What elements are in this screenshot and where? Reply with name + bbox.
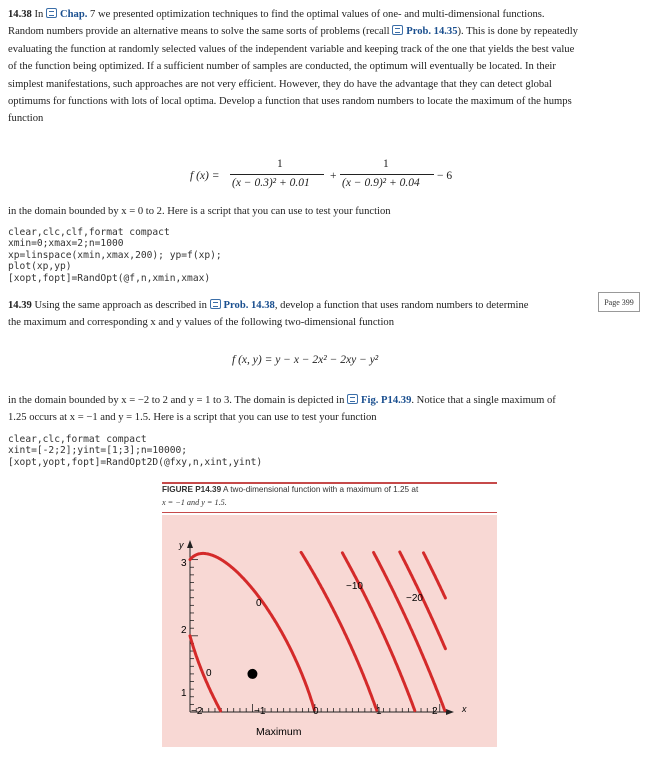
- x-tick-label: 1: [376, 706, 382, 717]
- problem-14-39: 14.39 Using the same approach as described in Prob. 14.38, develop a function that uses random numbers to determine the maximum and corresponding x and y values of the following two-dimensional function: [8, 300, 529, 329]
- y-axis-label: y: [179, 540, 184, 550]
- y-tick-label: 2: [181, 625, 187, 636]
- contour-label: 0: [256, 598, 262, 609]
- book-icon: [347, 394, 358, 404]
- figure-caption: FIGURE P14.39 A two-dimensional function with a maximum of 1.25 at x = −1 and y = 1.5.: [162, 485, 419, 507]
- prob-14-38-link[interactable]: Prob. 14.38: [210, 300, 275, 311]
- problem-14-38: 14.38 In Chap. 7 we presented optimization techniques to find the optimal values of one- and multi-dimensional functions. Random numbers provide an alternative means to solve the same sorts of problems (recall Prob. 14.35). This is done by repeatedly evaluating the function at randomly selected values of the independent variable and keeping track of the one that yields the best value of the function being optimized. If a sufficient number of samples are conducted, the optimum will eventually be located. In their simplest manifestations, such approaches are not very efficient. However, they do have the advantage that they can detect global optimums for functions with lots of local optima. Develop a function that uses random numbers to locate the maximum of the humps function: [8, 9, 578, 125]
- fig-p14-39-link[interactable]: Fig. P14.39: [347, 395, 411, 406]
- domain-text-2: in the domain bounded by x = −2 to 2 and y = 1 to 3. The domain is depicted in Fig. P14.39. Notice that a single maximum of 1.25 occurs at x = −1 and y = 1.5. Here is a script that you can use to test your function: [8, 395, 556, 424]
- domain-text-1: in the domain bounded by x = 0 to 2. Here is a script that you can use to test your function: [8, 206, 391, 217]
- page-marker: Page 399: [598, 292, 640, 312]
- maximum-label: Maximum: [256, 726, 302, 738]
- x-tick-label: −2: [191, 706, 203, 717]
- problem-number: 14.38: [8, 9, 32, 20]
- book-icon: [392, 25, 403, 35]
- figure-caption-rule: [162, 512, 497, 513]
- contour-label: −20: [406, 593, 423, 604]
- book-icon: [210, 299, 221, 309]
- chapter-link[interactable]: Chap.: [46, 9, 87, 20]
- book-icon: [46, 8, 57, 18]
- figure-panel: [162, 515, 497, 747]
- contour-label: 0: [206, 668, 212, 679]
- code-block-2: clear,clc,format compact xint=[-2;2];yint=[1;3];n=10000; [xopt,yopt,fopt]=RandOpt2D(@fxy,n,xint,yint): [8, 434, 263, 468]
- y-tick-label: 3: [181, 558, 187, 569]
- y-tick-label: 1: [181, 688, 187, 699]
- problem-number: 14.39: [8, 300, 32, 311]
- x-tick-label: 0: [313, 706, 319, 717]
- x-tick-label: 2: [432, 706, 438, 717]
- x-axis-label: x: [462, 704, 467, 714]
- equation-fxy: f (x, y) = y − x − 2x² − 2xy − y²: [232, 354, 379, 366]
- contour-label: −10: [346, 581, 363, 592]
- x-tick-label: −1: [254, 706, 266, 717]
- prob-14-35-link[interactable]: Prob. 14.35: [392, 26, 457, 37]
- code-block-1: clear,clc,clf,format compact xmin=0;xmax=2;n=1000 xp=linspace(xmin,xmax,200); yp=f(xp); plot(xp,yp) [xopt,fopt]=RandOpt(@f,n,xmin,xmax): [8, 227, 222, 284]
